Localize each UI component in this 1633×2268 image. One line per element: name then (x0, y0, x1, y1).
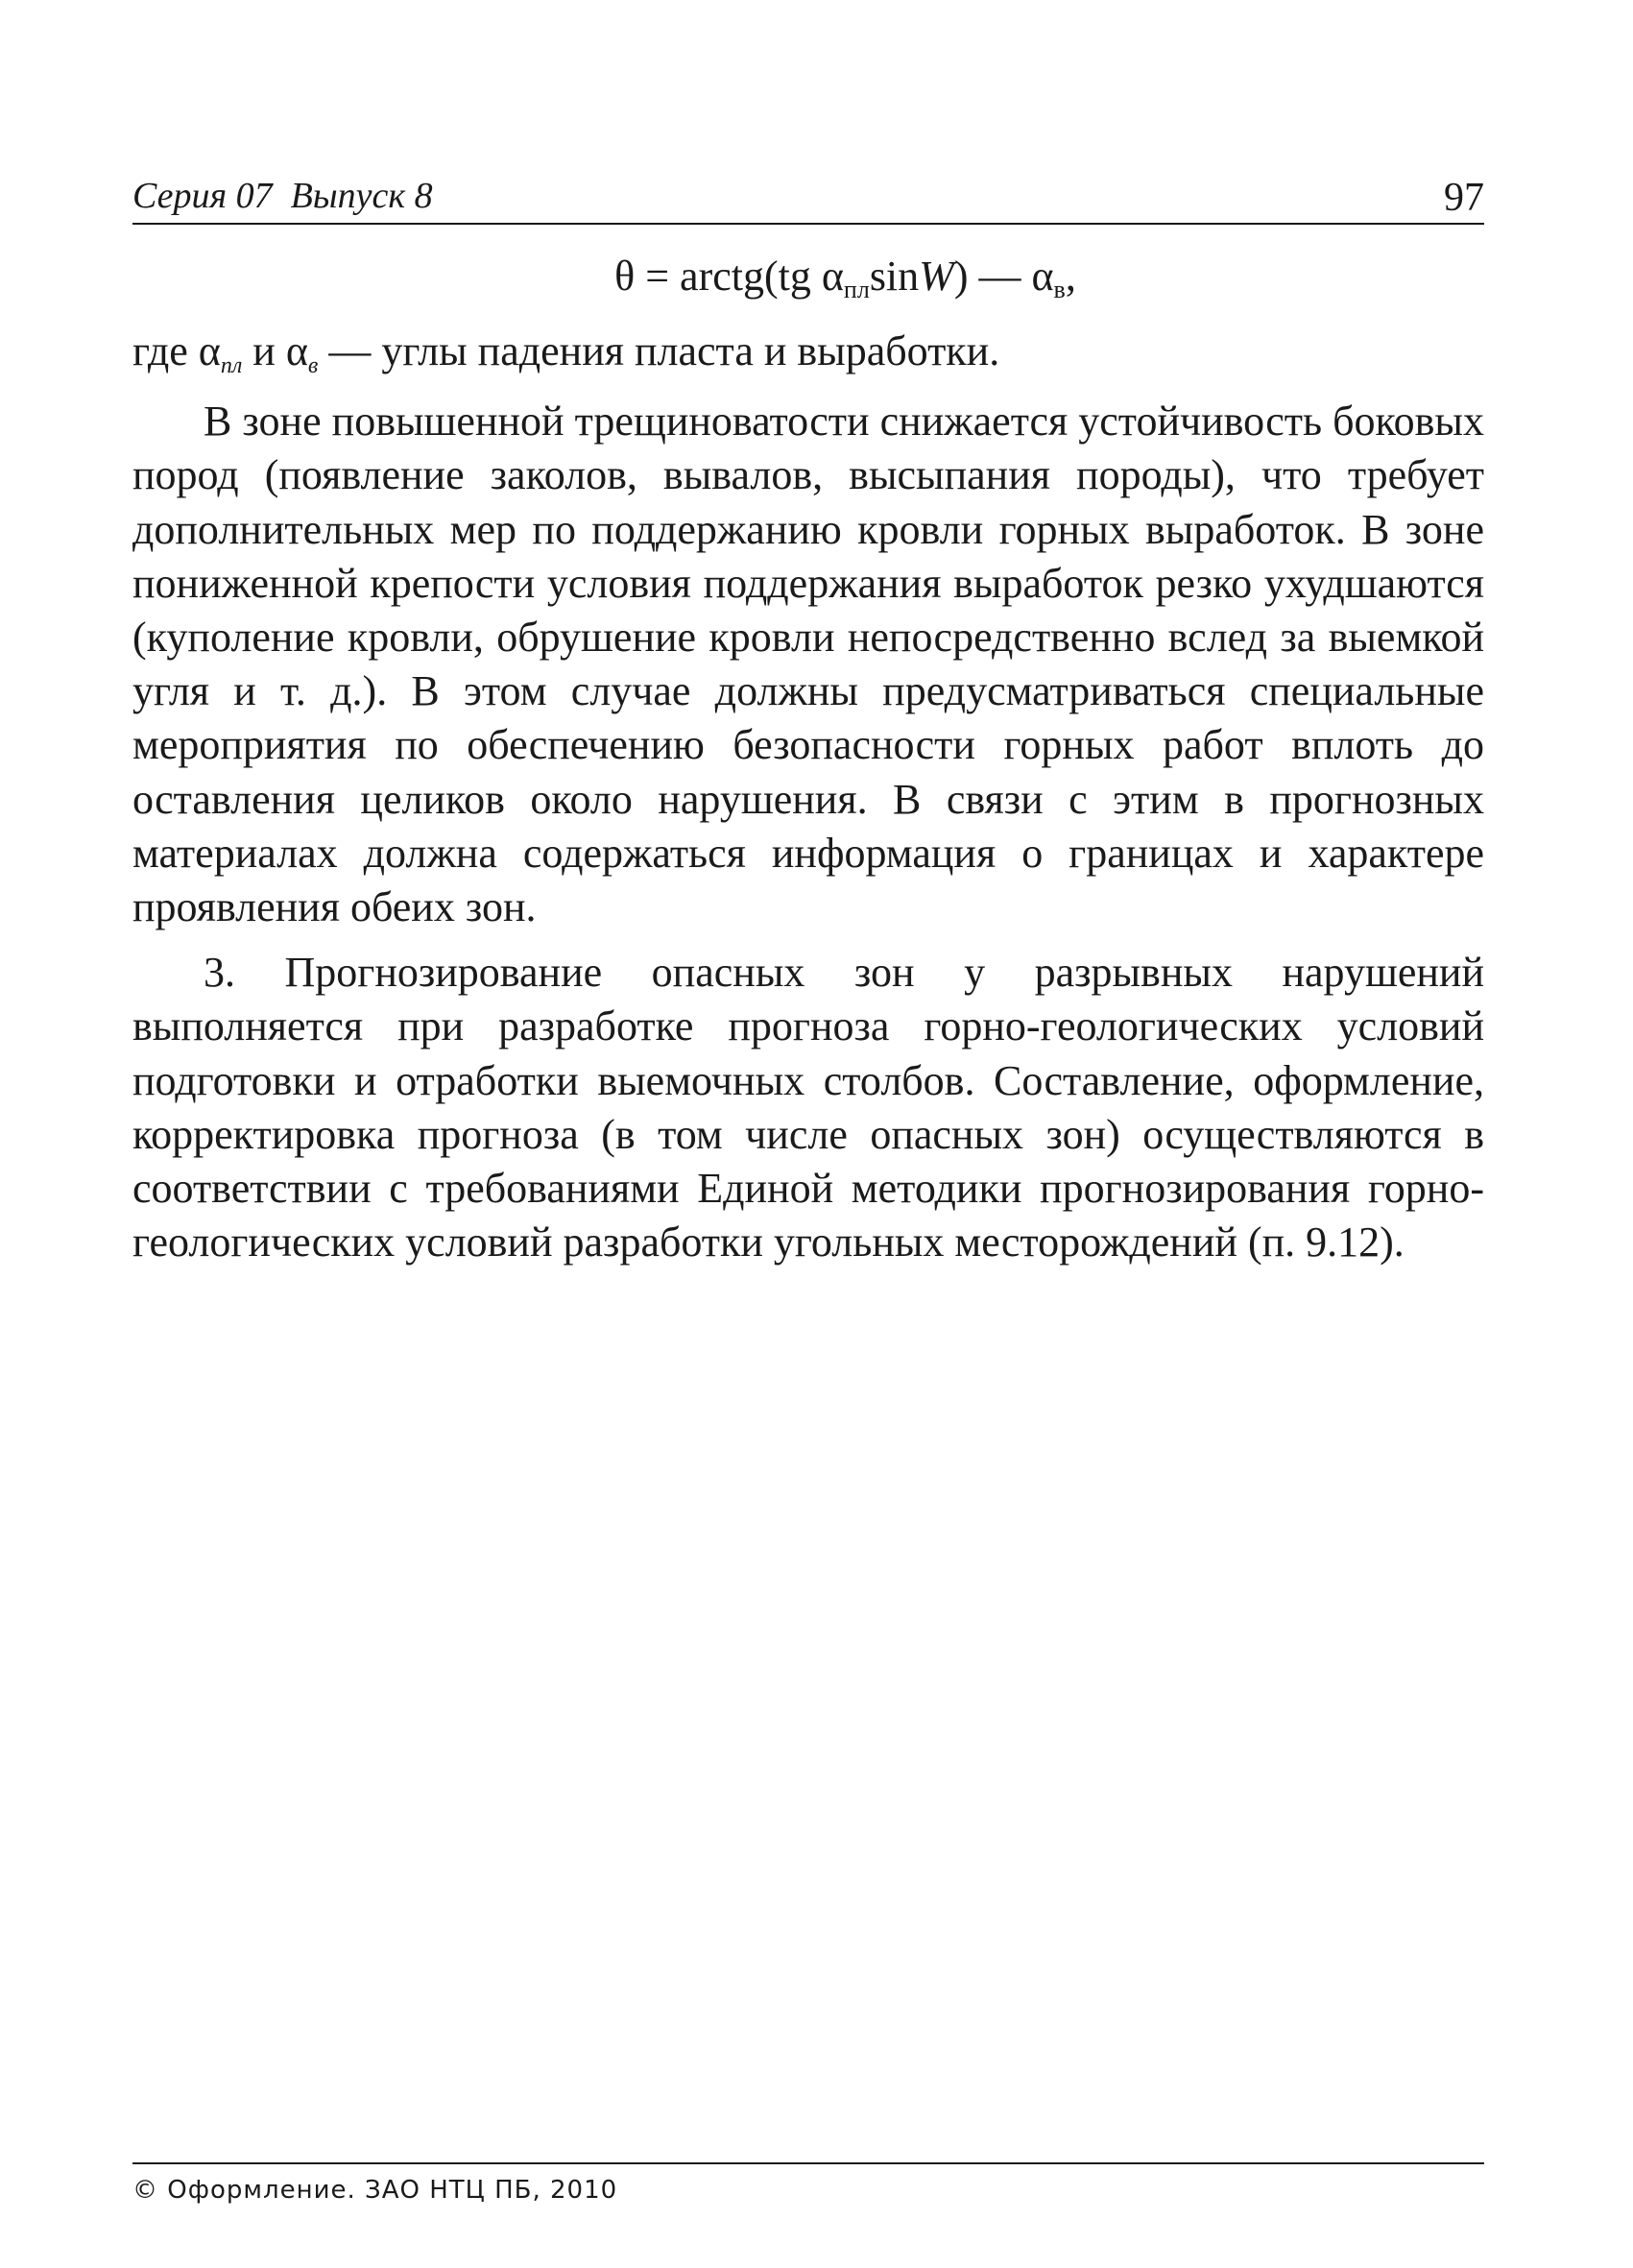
paragraph-1: В зоне повышенной трещиноватости снижается устойчивость боковых пород (появление заколов, вывалов, высыпания породы), что требует дополнительных мер по поддержанию кровли горных выработок. В зоне пониженной крепости условия поддержания выработок резко ухудшаются (куполение кровли, обрушение кровли непосредственно вслед за выемкой угля и т. д.). В этом случае должны предусматриваться специальные мероприятия по обеспечению безопасности горных работ вплоть до оставления целиков около нарушения. В связи с этим в прогнозных материалах должна содержаться информация о границах и характере проявления обеих зон. (132, 398, 1484, 931)
footer-rule (132, 2162, 1484, 2164)
page-number: 97 (1444, 176, 1484, 220)
where-and: и α (242, 327, 308, 374)
where-line (132, 325, 1484, 393)
paragraph-2: 3. Прогнозирование опасных зон у разрывных нарушений выполняется при разработке прогноза горно-геологических условий подготовки и отработки выемочных столбов. Составление, оформление, корректировка прогноза (в том числе опасных зон) осуществляются в соответствии с требованиями Единой методики прогнозирования горно-геологических условий разработки угольных месторождений (п. 9.12). (132, 949, 1484, 1267)
page-header (132, 175, 1484, 223)
footer-copyright: © Оформление. ЗАО НТЦ ПБ, 2010 (132, 2176, 618, 2205)
formula-lhs: θ = arctg(tg α (614, 253, 844, 300)
formula-var-w: W (919, 253, 954, 300)
where-sub-pl: пл (220, 353, 243, 378)
formula-sub-pl: пл (843, 276, 870, 303)
formula-sin: sin (869, 253, 920, 300)
header-rule (132, 223, 1484, 225)
where-lead: где α (132, 327, 221, 374)
where-rest: — углы падения пласта и выработки. (318, 327, 1000, 374)
where-sub-v: в (307, 353, 319, 378)
body-text (132, 325, 1484, 1269)
formula-close: ) — α (953, 253, 1054, 300)
formula-sub-v: в (1053, 276, 1066, 303)
formula (0, 248, 1633, 319)
formula-tail: , (1065, 253, 1076, 300)
running-head: Серия 07 Выпуск 8 (132, 176, 433, 216)
